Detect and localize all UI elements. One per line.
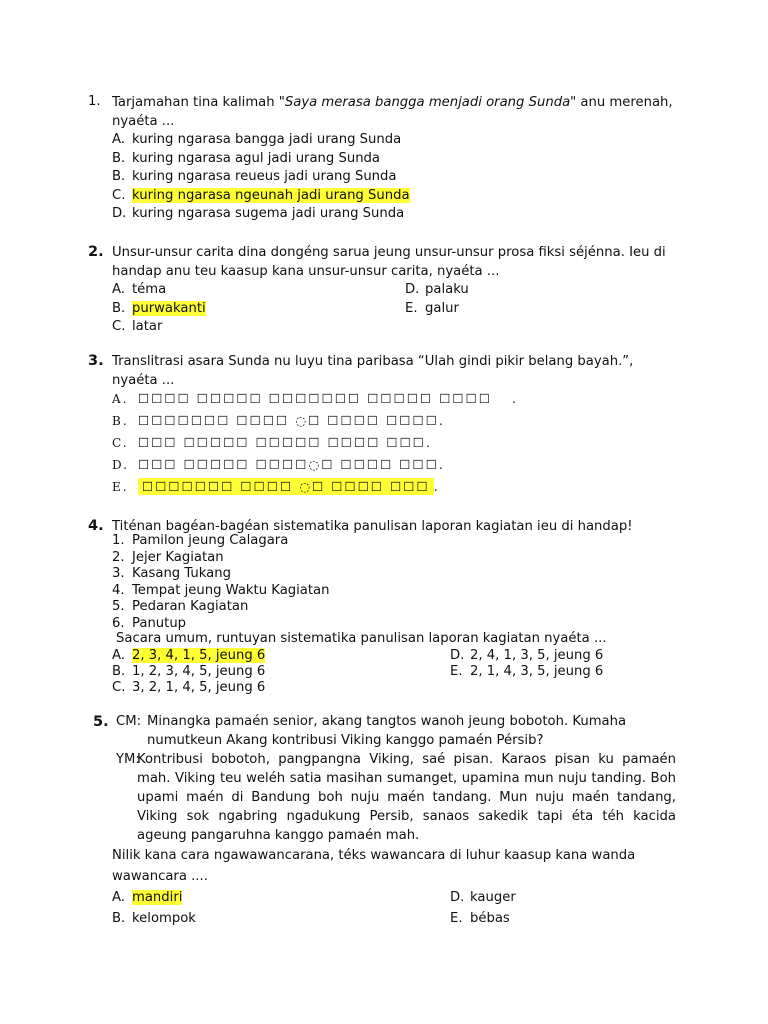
question-prompt: wawancara ....	[112, 869, 208, 884]
list-item: 5. Pedaran Kagiatan	[112, 599, 249, 614]
question-stem: Titénan bagéan-bagéan sistematika panulisan laporan kagiatan ieu di handap!	[112, 519, 633, 534]
answer-option-highlighted[interactable]: B. purwakanti	[112, 300, 206, 316]
answer-option-highlighted[interactable]: E. ☐☐☐☐☐☐☐ ☐☐☐☐ ◌☐ ☐☐☐☐ ☐☐☐ .	[112, 479, 440, 494]
answer-option-highlighted[interactable]: C. kuring ngarasa ngeunah jadi urang Sunda	[112, 187, 410, 203]
answer-option[interactable]: D. kuring ngarasa sugema jadi urang Sunda	[112, 206, 405, 221]
answer-option-highlighted[interactable]: A. mandiri	[112, 890, 183, 905]
question-number: 3.	[88, 353, 104, 369]
question-4	[88, 518, 688, 698]
answer-option-highlighted[interactable]: A. 2, 3, 4, 1, 5, jeung 6	[112, 648, 266, 663]
question-prompt: Nilik kana cara ngawawancarana, téks wawancara di luhur kaasup kana wanda	[112, 848, 636, 863]
answer-option[interactable]: B. kuring ngarasa agul jadi urang Sunda	[112, 150, 381, 166]
dialogue-line: upami maén di Bandung boh nuju maén tandang. Mun nuju maén tandang,	[137, 790, 676, 805]
answer-option[interactable]: D. kauger	[450, 890, 516, 905]
question-2	[88, 244, 688, 336]
answer-option[interactable]: B. 1, 2, 3, 4, 5, jeung 6	[112, 664, 266, 679]
question-number: 5.	[93, 714, 109, 730]
dialogue-line: mah. Viking teu weléh satia masihan sumanget, upamina mun nuju tanding. Boh	[137, 771, 676, 786]
dialogue-speaker-ym: YM:	[116, 752, 140, 767]
answer-option[interactable]: B. kelompok	[112, 911, 196, 926]
answer-option[interactable]: B. ☐☐☐☐☐☐☐ ☐☐☐☐ ◌☐ ☐☐☐☐ ☐☐☐☐.	[112, 413, 445, 428]
question-number: 2.	[88, 244, 104, 260]
list-item: 1. Pamilon jeung Calagara	[112, 533, 289, 548]
dialogue-speaker-cm: CM:	[116, 714, 142, 729]
question-stem: Translitrasi asara Sunda nu luyu tina paribasa “Ulah gindi pikir belang bayah.”, nyaéta ...	[112, 354, 634, 388]
quoted-sentence: "Saya merasa bangga menjadi orang Sunda"	[278, 95, 577, 110]
answer-option[interactable]: A. téma	[112, 282, 167, 297]
question-number: 1.	[88, 94, 101, 109]
list-item: 6. Panutup	[112, 615, 187, 631]
list-item: 3. Kasang Tukang	[112, 566, 231, 581]
question-prompt: Sacara umum, runtuyan sistematika panulisan laporan kagiatan nyaéta ...	[116, 631, 607, 646]
answer-option[interactable]: E. bébas	[450, 911, 510, 926]
answer-option[interactable]: D. palaku	[405, 282, 469, 297]
list-item: 2. Jejer Kagiatan	[112, 549, 224, 565]
question-number: 4.	[88, 518, 104, 534]
list-item: 4. Tempat jeung Waktu Kagiatan	[112, 582, 330, 598]
answer-option[interactable]: B. kuring ngarasa reueus jadi urang Sunda	[112, 169, 397, 184]
question-stem: Unsur-unsur carita dina dongéng sarua jeung unsur-unsur prosa fiksi séjénna. Ieu di handap anu teu kaasup kana unsur-unsur carita, nyaéta ...	[112, 245, 666, 279]
answer-option[interactable]: C. latar	[112, 319, 163, 334]
question-3	[88, 353, 688, 501]
question-1	[88, 94, 688, 230]
dialogue-line: Minangka pamaén senior, akang tangtos wanoh jeung bobotoh. Kumaha	[147, 714, 627, 729]
question-5	[88, 714, 688, 934]
answer-option[interactable]: D. 2, 4, 1, 3, 5, jeung 6	[450, 648, 604, 663]
dialogue-line: numutkeun Akang kontribusi Viking kanggo pamaén Pérsib?	[147, 733, 544, 748]
answer-option[interactable]: E. 2, 1, 4, 3, 5, jeung 6	[450, 664, 604, 679]
answer-option[interactable]: C. 3, 2, 1, 4, 5, jeung 6	[112, 680, 266, 695]
answer-option[interactable]: E. galur	[405, 300, 459, 316]
dialogue-line: Viking sok ngabring ngadukung Persib, sanaos sakedik tapi éta téh kacida	[137, 809, 676, 824]
answer-option[interactable]: C. ☐☐☐ ☐☐☐☐☐ ☐☐☐☐☐ ☐☐☐☐ ☐☐☐.	[112, 435, 432, 450]
answer-option[interactable]: D. ☐☐☐ ☐☐☐☐☐ ☐☐☐☐◌☐ ☐☐☐☐ ☐☐☐.	[112, 457, 445, 472]
answer-option[interactable]: A. kuring ngarasa bangga jadi urang Sunda	[112, 132, 402, 147]
dialogue-line: Kontribusi bobotoh, pangpangna Viking, saé pisan. Karaos pisan ku pamaén	[137, 752, 676, 767]
answer-option[interactable]: A. ☐☐☐☐ ☐☐☐☐☐ ☐☐☐☐☐☐☐ ☐☐☐☐☐ ☐☐☐☐ .	[112, 391, 519, 406]
question-stem: Tarjamahan tina kalimah "Saya merasa bangga menjadi orang Sunda" anu merenah, nyaéta ...	[112, 95, 673, 129]
dialogue-line: ageung pangaruhna kanggo pamaén mah.	[137, 828, 420, 843]
